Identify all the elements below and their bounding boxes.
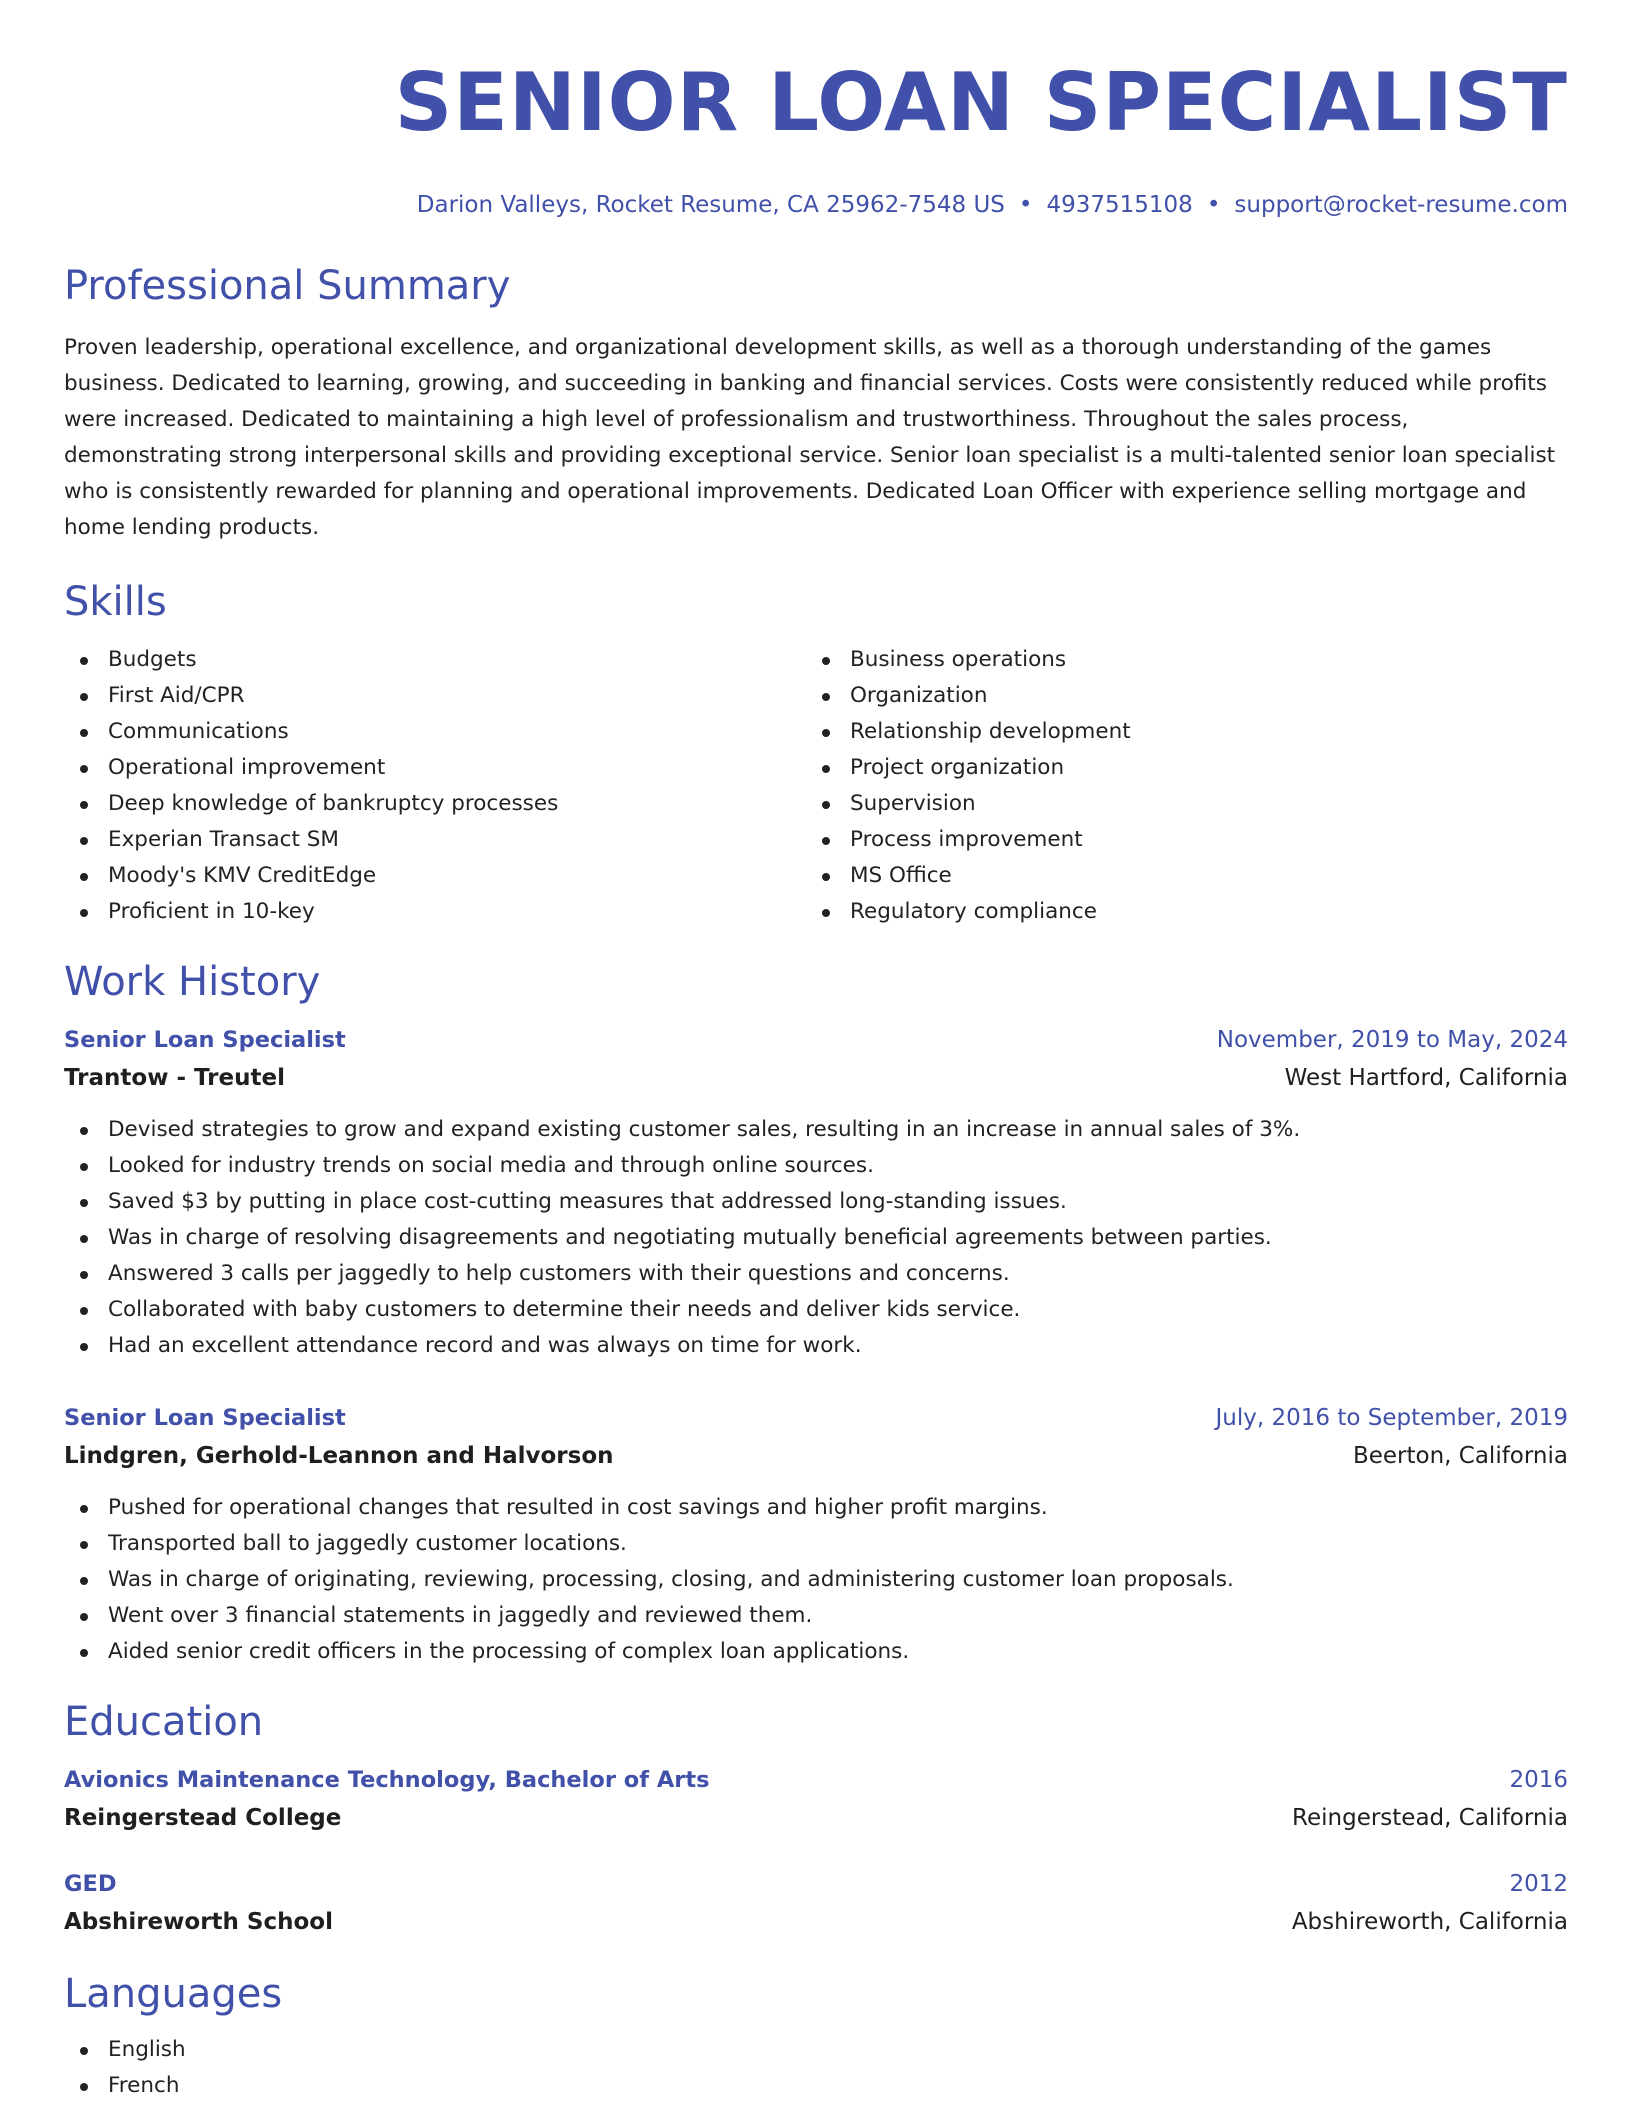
skill-item: Process improvement [806, 822, 1548, 858]
language-item: English [64, 2032, 1568, 2068]
education-year: 2016 [1509, 1767, 1568, 1793]
education-degree: GED [64, 1871, 117, 1897]
job-duty: Was in charge of resolving disagreements and negotiating mutually beneficial agreements between parties. [64, 1220, 1568, 1256]
job-duty: Looked for industry trends on social media and through online sources. [64, 1148, 1568, 1184]
skill-item: Moody's KMV CreditEdge [64, 858, 806, 894]
skill-item: Proficient in 10-key [64, 894, 806, 930]
job-duty: Was in charge of originating, reviewing, processing, closing, and administering customer loan proposals. [64, 1562, 1568, 1598]
languages-list [64, 2032, 1568, 2104]
education-year: 2012 [1509, 1871, 1568, 1897]
contact-address: Darion Valleys, Rocket Resume, CA 25962-7548 US [416, 192, 1005, 218]
job-duty: Devised strategies to grow and expand existing customer sales, resulting in an increase in annual sales of 3%. [64, 1112, 1568, 1148]
education-header-row [64, 1762, 1568, 1798]
skills-right-column [806, 642, 1548, 930]
education-entry [64, 1866, 1568, 1942]
skills-heading: Skills [64, 579, 167, 625]
skill-item: MS Office [806, 858, 1548, 894]
job-header-row [64, 1022, 1568, 1058]
education-school: Reingerstead College [64, 1805, 342, 1831]
job-header-row [64, 1400, 1568, 1436]
job-duty: Had an excellent attendance record and was always on time for work. [64, 1328, 1568, 1364]
skill-item: Relationship development [806, 714, 1548, 750]
skill-item: Business operations [806, 642, 1548, 678]
contact-line [64, 190, 1568, 220]
skill-item: Deep knowledge of bankruptcy processes [64, 786, 806, 822]
contact-separator: • [1206, 192, 1221, 218]
education-location: Abshireworth, California [1291, 1909, 1568, 1935]
skill-item: Organization [806, 678, 1548, 714]
education-location: Reingerstead, California [1292, 1805, 1568, 1831]
job-duty: Collaborated with baby customers to determine their needs and deliver kids service. [64, 1292, 1568, 1328]
resume-page [64, 58, 1568, 2104]
languages-heading: Languages [64, 1971, 283, 2017]
job-duty: Pushed for operational changes that resulted in cost savings and higher profit margins. [64, 1490, 1568, 1526]
job-company-row [64, 1436, 1568, 1476]
skill-item: Communications [64, 714, 806, 750]
education-degree: Avionics Maintenance Technology, Bachelor of Arts [64, 1767, 710, 1793]
work-history-heading: Work History [64, 959, 321, 1005]
job-duties-list [64, 1490, 1568, 1670]
education-header-row [64, 1866, 1568, 1902]
job-company-row [64, 1058, 1568, 1098]
job-dates: July, 2016 to September, 2019 [1215, 1405, 1568, 1431]
job-duty: Aided senior credit officers in the processing of complex loan applications. [64, 1634, 1568, 1670]
skill-item: Project organization [806, 750, 1548, 786]
education-heading: Education [64, 1699, 264, 1745]
education-school-row [64, 1798, 1568, 1838]
job-location: Beerton, California [1352, 1443, 1568, 1469]
job-duty: Saved $3 by putting in place cost-cutting measures that addressed long-standing issues. [64, 1184, 1568, 1220]
job-role: Senior Loan Specialist [64, 1027, 346, 1053]
skills-columns [64, 642, 1568, 930]
skill-item: Regulatory compliance [806, 894, 1548, 930]
education-school: Abshireworth School [64, 1909, 333, 1935]
skill-item: First Aid/CPR [64, 678, 806, 714]
contact-email[interactable]: support@rocket-resume.com [1234, 192, 1568, 218]
resume-title: SENIOR LOAN SPECIALIST [394, 56, 1568, 149]
job-dates: November, 2019 to May, 2024 [1216, 1027, 1568, 1053]
contact-phone: 4937515108 [1046, 192, 1193, 218]
job-entry [64, 1400, 1568, 1670]
skill-item: Budgets [64, 642, 806, 678]
job-role: Senior Loan Specialist [64, 1405, 346, 1431]
skills-left-column [64, 642, 806, 930]
job-company: Trantow - Treutel [64, 1065, 285, 1091]
job-duty: Went over 3 financial statements in jaggedly and reviewed them. [64, 1598, 1568, 1634]
education-school-row [64, 1902, 1568, 1942]
job-duties-list [64, 1112, 1568, 1364]
contact-separator: • [1018, 192, 1033, 218]
education-entry [64, 1762, 1568, 1838]
job-entry [64, 1022, 1568, 1364]
job-duty: Transported ball to jaggedly customer locations. [64, 1526, 1568, 1562]
job-location: West Hartford, California [1284, 1065, 1568, 1091]
skill-item: Supervision [806, 786, 1548, 822]
job-company: Lindgren, Gerhold-Leannon and Halvorson [64, 1443, 614, 1469]
summary-heading: Professional Summary [64, 263, 511, 309]
skill-item: Experian Transact SM [64, 822, 806, 858]
skill-item: Operational improvement [64, 750, 806, 786]
language-item: French [64, 2068, 1568, 2104]
summary-text: Proven leadership, operational excellence, and organizational development skills, as well as a thorough understanding of the games business. Dedicated to learning, growing, and succeeding in banking and financial services. Costs were consistently reduced while profits were increased. Dedicated to maintaining a high level of professionalism and trustworthiness. Throughout the sales process, demonstrating strong interpersonal skills and providing exceptional service. Senior loan specialist is a multi-talented senior loan specialist who is consistently rewarded for planning and operational improvements. Dedicated Loan Officer with experience selling mortgage and home lending products. [64, 335, 1556, 540]
job-duty: Answered 3 calls per jaggedly to help customers with their questions and concerns. [64, 1256, 1568, 1292]
